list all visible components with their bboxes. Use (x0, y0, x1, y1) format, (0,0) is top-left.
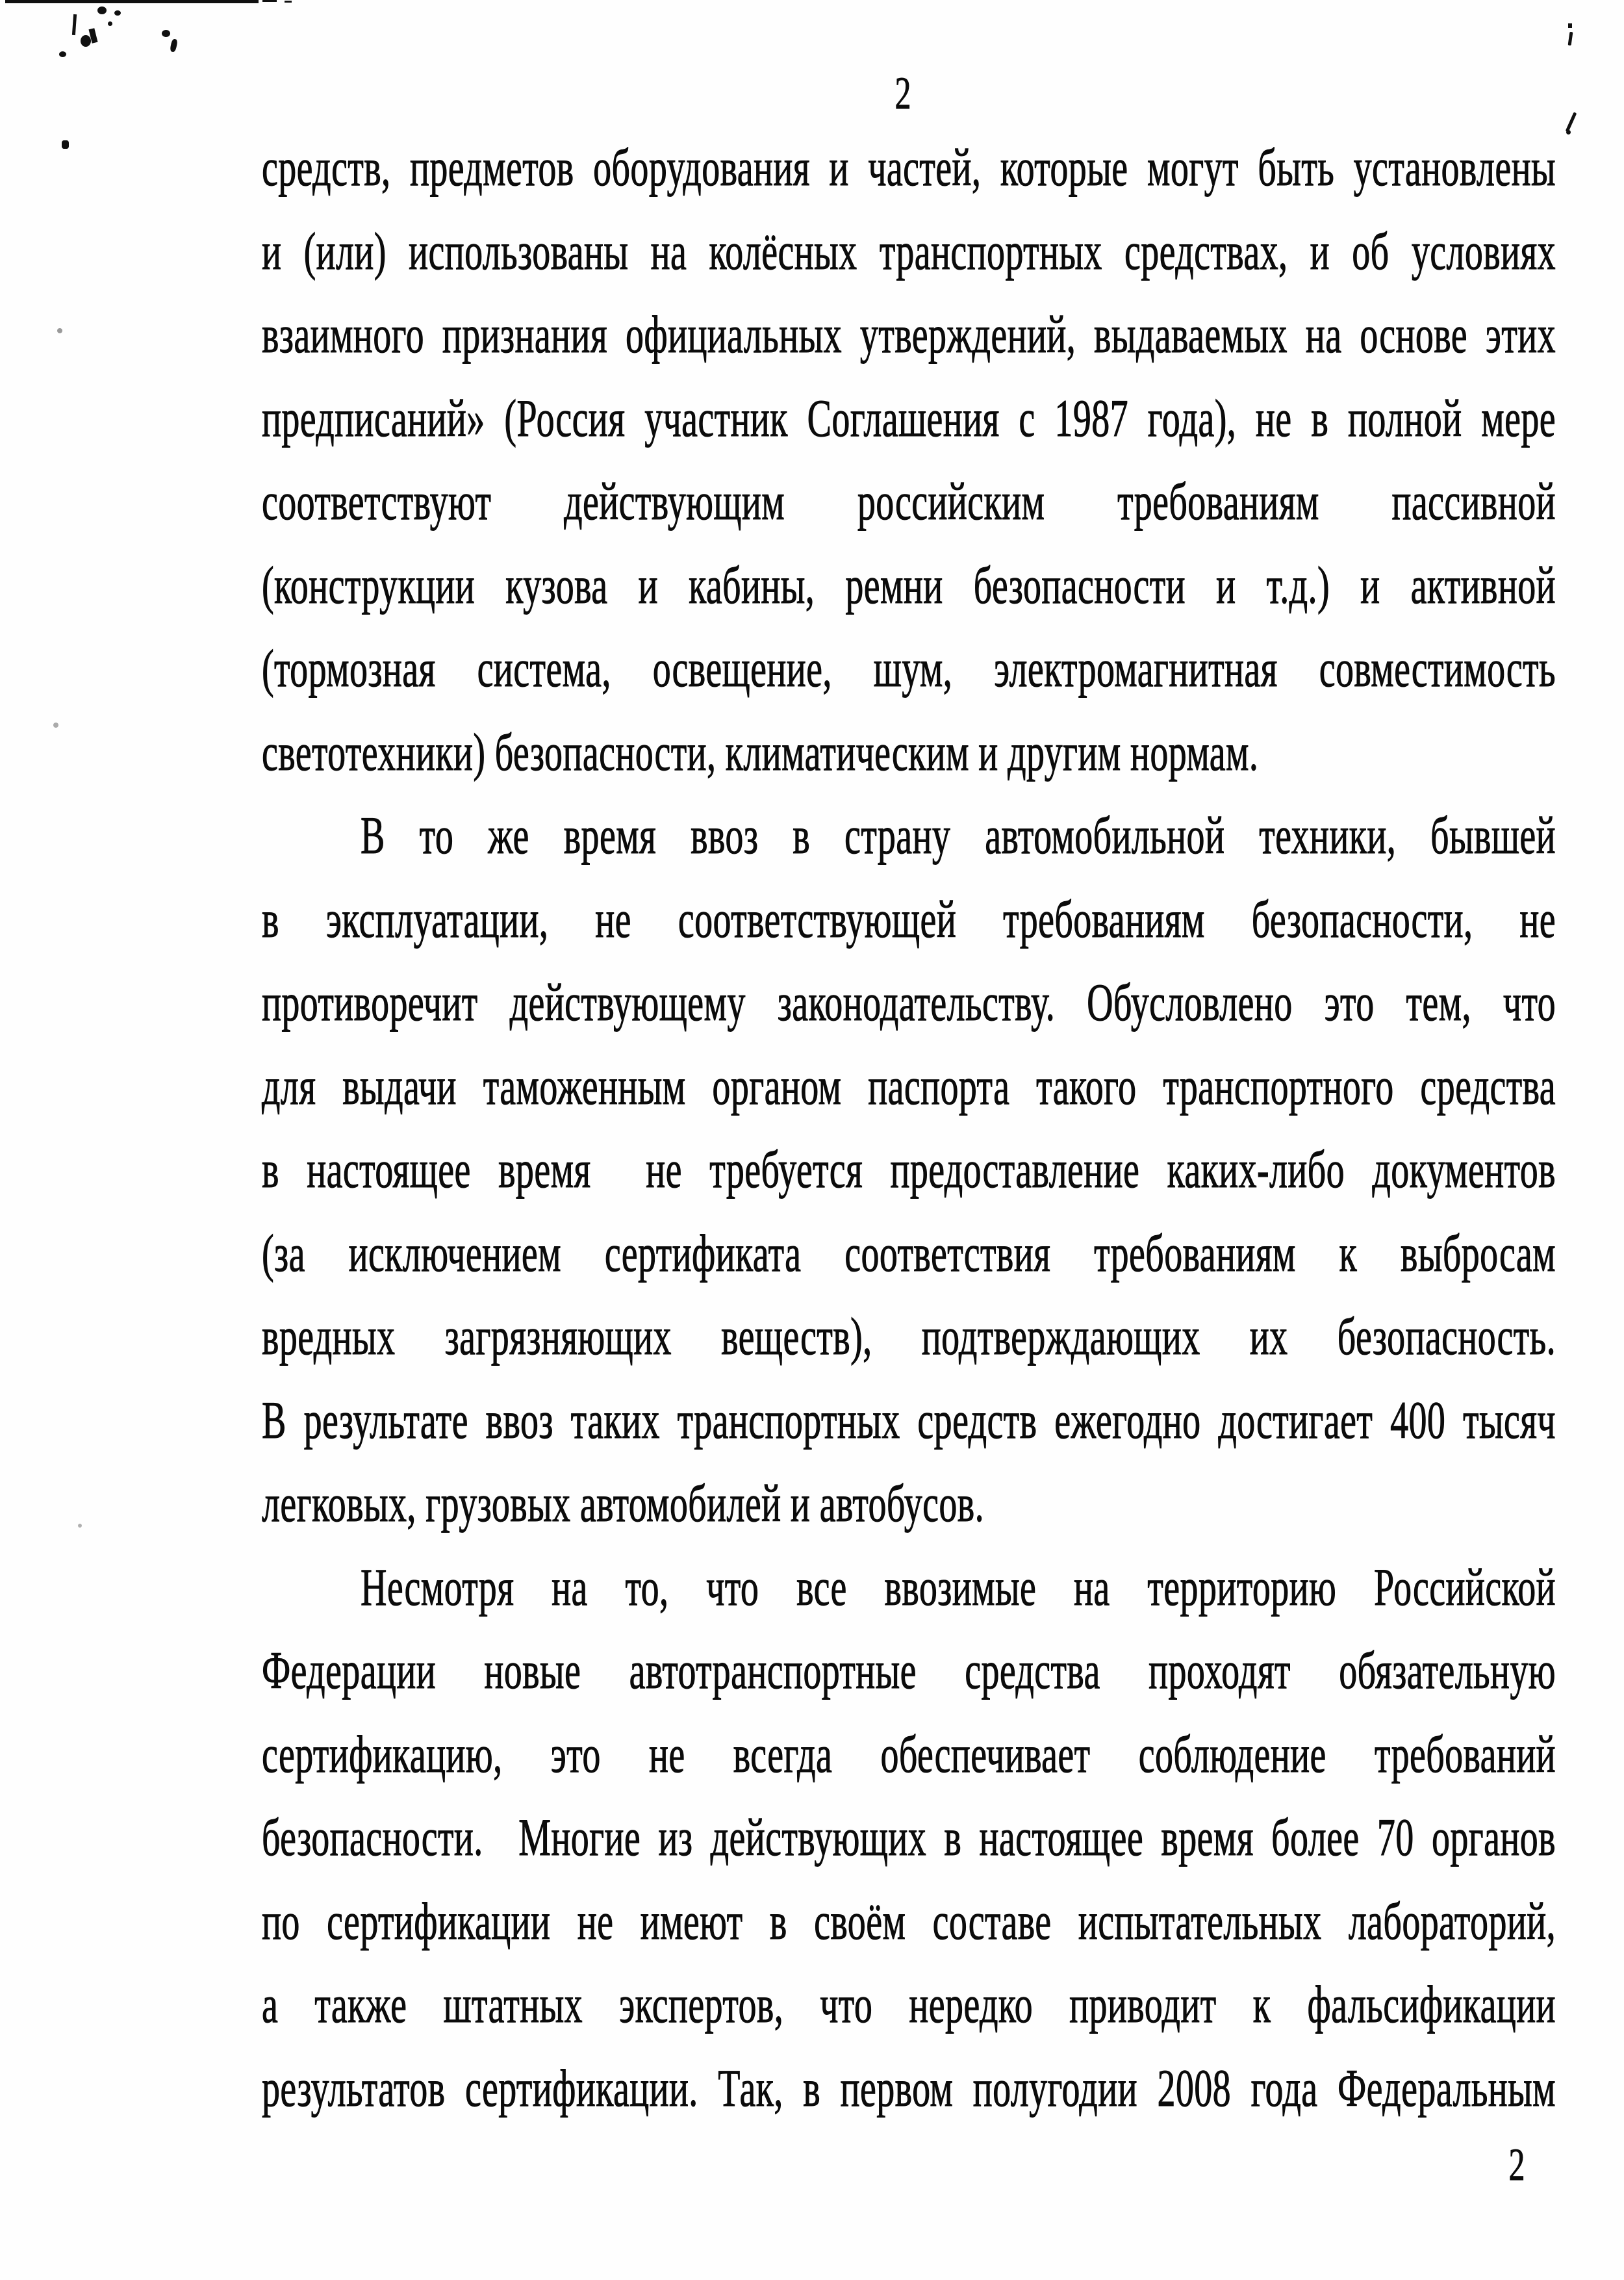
text-line: вредных загрязняющих веществ), подтверждающих их безопасность. (262, 1307, 1556, 1366)
scan-artifact-speck (62, 140, 69, 149)
text-line: безопасности. Многие из действующих в настоящее время более 70 органов (262, 1808, 1556, 1867)
scan-artifact-dust (53, 723, 58, 728)
text-line: противоречит действующему законодательству. Обусловлено это тем, что (262, 973, 1556, 1032)
text-line: средств, предметов оборудования и частей, которые могут быть установлены (262, 138, 1556, 198)
text-line-paragraph-end: светотехники) безопасности, климатическим и другим нормам. (262, 723, 1259, 782)
text-line-paragraph-start: Несмотря на то, что все ввозимые на территорию Российской (361, 1558, 1556, 1617)
text-line: результатов сертификации. Так, в первом полугодии 2008 года Федеральным (262, 2059, 1556, 2118)
text-line: (конструкции кузова и кабины, ремни безопасности и т.д.) и активной (262, 556, 1556, 615)
scan-artifact-speck (72, 14, 77, 35)
text-line: Федерации новые автотранспортные средства проходят обязательную (262, 1641, 1556, 1700)
text-line: соответствуют действующим российским требованиям пассивной (262, 472, 1556, 532)
scan-artifact-dust (57, 328, 62, 333)
text-line: (за исключением сертификата соответствия требованиям к выбросам (262, 1224, 1556, 1283)
scan-artifact-dash (285, 1, 292, 3)
text-line: взаимного признания официальных утверждений, выдаваемых на основе этих (262, 305, 1556, 365)
scan-artifact-speck (162, 30, 170, 37)
text-line-paragraph-end: легковых, грузовых автомобилей и автобусов. (262, 1474, 984, 1533)
scan-artifact-slash (1566, 112, 1577, 132)
text-line: сертификацию, это не всегда обеспечивает соблюдение требований (262, 1725, 1556, 1784)
footer-page-number: 2 (1508, 2138, 1525, 2190)
text-line: в эксплуатации, не соответствующей требованиям безопасности, не (262, 890, 1556, 949)
text-line: по сертификации не имеют в своём составе испытательных лабораторий, (262, 1892, 1556, 1951)
text-line: и (или) использованы на колёсных транспортных средствах, и об условиях (262, 222, 1556, 281)
scan-artifact-speck (59, 51, 66, 57)
text-line: для выдачи таможенным органом паспорта такого транспортного средства (262, 1057, 1556, 1116)
text-line: (тормозная система, освещение, шум, электромагнитная совместимость (262, 639, 1556, 698)
text-line: а также штатных экспертов, что нередко приводит к фальсификации (262, 1975, 1556, 2034)
scan-artifact-mark (1568, 32, 1573, 45)
scan-artifact-speck (114, 10, 121, 16)
text-line-paragraph-start: В то же время ввоз в страну автомобильной техники, бывшей (361, 806, 1556, 865)
scan-artifact-mark (1568, 23, 1572, 28)
text-line: предписаний» (Россия участник Соглашения с 1987 года), не в полной мере (262, 389, 1556, 448)
text-line: в настоящее время не требуется предоставление каких-либо документов (262, 1140, 1556, 1199)
scan-artifact-dust (78, 1524, 82, 1528)
scan-artifact-dash (262, 0, 277, 2)
scan-artifact-speck (81, 35, 91, 47)
text-line: В результате ввоз таких транспортных средств ежегодно достигает 400 тысяч (262, 1391, 1556, 1450)
scan-artifact-speck (170, 38, 178, 52)
scan-artifact-speck (97, 6, 107, 14)
document-body (262, 127, 1556, 2131)
scan-artifact-top-line (5, 0, 259, 3)
scan-artifact-speck (1566, 130, 1571, 134)
header-page-number: 2 (894, 67, 911, 119)
scan-artifact-speck (108, 21, 112, 26)
